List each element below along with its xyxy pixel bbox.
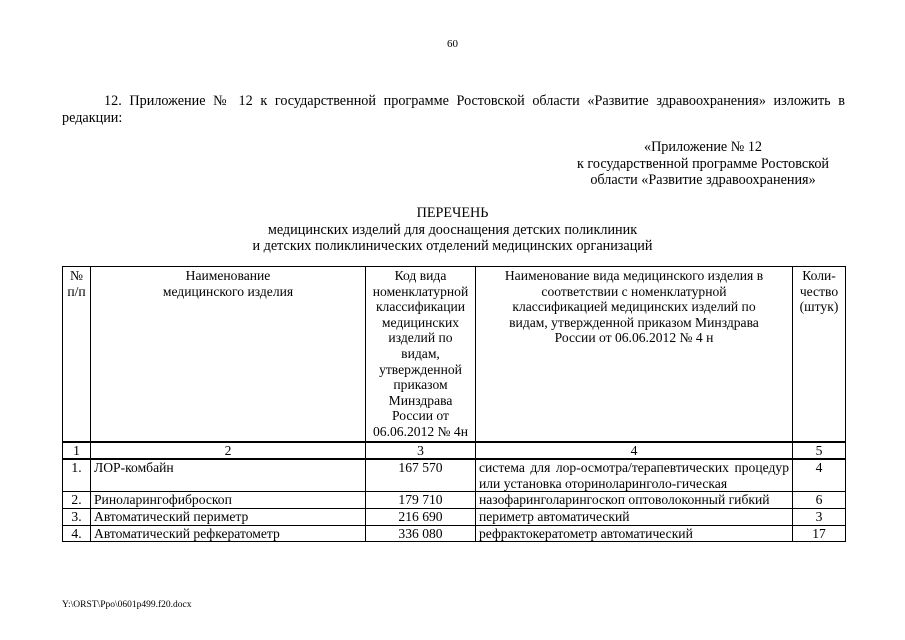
header-num: № п/п (63, 267, 91, 442)
row-name: Риноларингофиброскоп (91, 492, 366, 509)
page-number: 60 (447, 38, 458, 50)
table-header-row (63, 267, 846, 442)
header-code: Код вида номенклатурной классификации медицинских изделий по видам, утвержденной приказом Минздрава России от 06.06.2012 № 4н (366, 267, 476, 442)
row-qty: 17 (793, 525, 846, 542)
medical-devices-table (62, 266, 846, 542)
list-subtitle-line-1: медицинских изделий для дооснащения детских поликлиник (267, 221, 638, 238)
appendix-reference (565, 139, 841, 189)
row-name: Автоматический рефкератометр (91, 525, 366, 542)
row-code: 179 710 (366, 492, 476, 509)
column-number: 1 (63, 442, 91, 460)
row-code: 336 080 (366, 525, 476, 542)
column-number: 5 (793, 442, 846, 460)
row-code: 216 690 (366, 508, 476, 525)
column-number: 4 (476, 442, 793, 460)
table-row (63, 459, 846, 492)
row-kind: периметр автоматический (476, 508, 793, 525)
row-num: 1. (63, 459, 91, 492)
column-number-row (63, 442, 846, 460)
list-title (0, 205, 905, 255)
row-kind: назофаринголарингоскоп оптоволоконный гибкий (476, 492, 793, 509)
row-num: 3. (63, 508, 91, 525)
appendix-ref-line-1: «Приложение № 12 (643, 139, 763, 155)
row-kind: система для лор-осмотра/терапевтических процедур или установка оториноларинголо-гическая (476, 459, 793, 492)
column-number: 2 (91, 442, 366, 460)
footer-file-path: Y:\ORST\Ppo\0601p499.f20.docx (62, 600, 192, 610)
row-kind: рефрактокератометр автоматический (476, 525, 793, 542)
table-row (63, 492, 846, 509)
column-number: 3 (366, 442, 476, 460)
header-name: Наименование медицинского изделия (91, 267, 366, 442)
row-name: ЛОР-комбайн (91, 459, 366, 492)
table-row (63, 508, 846, 525)
list-subtitle-line-2: и детских поликлинических отделений медицинских организаций (252, 238, 653, 254)
header-kind: Наименование вида медицинского изделия в соответствии с номенклатурной классификацией медицинских изделий по видам, утвержденной приказом Минздрава России от 06.06.2012 № 4 н (476, 267, 793, 442)
row-num: 4. (63, 525, 91, 542)
row-code: 167 570 (366, 459, 476, 492)
header-qty: Коли-чество (штук) (793, 267, 846, 442)
row-qty: 6 (793, 492, 846, 509)
row-qty: 4 (793, 459, 846, 492)
row-name: Автоматический периметр (91, 508, 366, 525)
row-qty: 3 (793, 508, 846, 525)
list-heading: ПЕРЕЧЕНЬ (416, 205, 489, 221)
intro-paragraph: 12. Приложение № 12 к государственной программе Ростовской области «Развитие здравоохранения» изложить в редакции: (62, 93, 845, 126)
row-num: 2. (63, 492, 91, 509)
appendix-ref-line-3: области «Развитие здравоохранения» (590, 172, 816, 188)
table-row (63, 525, 846, 542)
appendix-ref-line-2: к государственной программе Ростовской (576, 155, 830, 172)
